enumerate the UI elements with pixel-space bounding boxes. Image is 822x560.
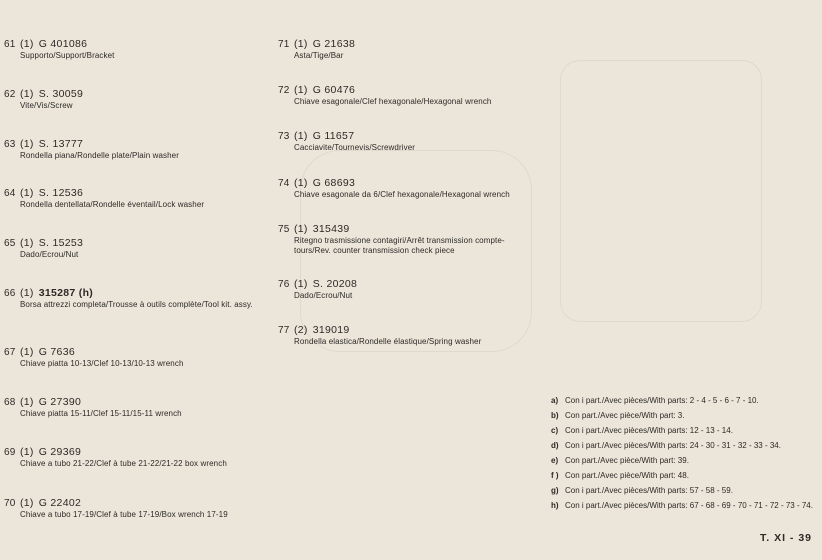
part-number: 315439 <box>312 223 350 235</box>
part-code <box>20 187 83 199</box>
bleed-through-marks <box>560 60 762 322</box>
part-description: Dado/Ecrou/Nut <box>294 291 353 300</box>
quantity: (1) <box>20 237 34 249</box>
part-number: S. 15253 <box>38 237 84 249</box>
part-number: G 27390 <box>38 396 82 408</box>
part-number: G 21638 <box>312 38 356 50</box>
footnote-text: Con i part./Avec pièces/With parts: 24 - 30 - 31 - 32 - 33 - 34. <box>565 441 781 450</box>
part-description: Rondella dentellata/Rondelle éventail/Lock washer <box>20 200 205 209</box>
part-description: Ritegno trasmissione contagiri/Arrêt transmission compte-tours/Rev. counter transmission check piece <box>294 236 505 255</box>
quantity: (1) <box>294 223 308 235</box>
quantity: (2) <box>294 324 308 336</box>
part-description: Cacciavite/Tournevis/Screwdriver <box>294 143 416 152</box>
footnote-text: Con part./Avec pièce/With part: 48. <box>565 471 689 480</box>
part-code <box>294 278 357 290</box>
item-number: 62 <box>4 89 16 100</box>
quantity: (1) <box>20 497 34 509</box>
footnote-letter: c) <box>551 426 559 435</box>
footnote <box>551 501 813 511</box>
part-description: Vite/Vis/Screw <box>20 101 73 110</box>
part-description: Chiave piatta 10-13/Clef 10-13/10-13 wrench <box>20 359 184 368</box>
quantity: (1) <box>20 187 34 199</box>
part-description: Chiave esagonale da 6/Clef hexagonale/Hexagonal wrench <box>294 190 510 199</box>
item-number: 72 <box>278 85 290 96</box>
footnote-letter: a) <box>551 396 559 405</box>
footnote-text: Con i part./Avec pièces/With parts: 57 - 58 - 59. <box>565 486 733 495</box>
footnote-text: Con i part./Avec pièces/With parts: 12 - 13 - 14. <box>565 426 733 435</box>
part-description: Chiave esagonale/Clef hexagonale/Hexagonal wrench <box>294 97 492 106</box>
quantity: (1) <box>20 88 34 100</box>
part-number: G 29369 <box>38 446 82 458</box>
part-description: Chiave a tubo 17-19/Clef à tube 17-19/Box wrench 17-19 <box>20 510 228 519</box>
part-description: Rondella piana/Rondelle plate/Plain washer <box>20 151 179 160</box>
footnotes <box>551 396 813 516</box>
footnote-text: Con part./Avec pièce/With part: 3. <box>565 411 685 420</box>
part-number: S. 12536 <box>38 187 84 199</box>
part-description: Dado/Ecrou/Nut <box>20 250 79 259</box>
item-number: 64 <box>4 188 16 199</box>
item-number: 71 <box>278 39 290 50</box>
part-code <box>294 38 355 50</box>
quantity: (1) <box>20 396 34 408</box>
part-description: Chiave a tubo 21-22/Clef à tube 21-22/21-22 box wrench <box>20 459 227 468</box>
footnote-letter: d) <box>551 441 559 450</box>
footnote-letter: f ) <box>551 471 559 480</box>
item-number: 73 <box>278 131 290 142</box>
quantity: (1) <box>20 38 34 50</box>
quantity: (1) <box>20 346 34 358</box>
item-number: 74 <box>278 178 290 189</box>
footnote-letter: e) <box>551 456 559 465</box>
item-number: 61 <box>4 39 16 50</box>
part-number: S. 20208 <box>312 278 358 290</box>
part-code <box>20 497 81 509</box>
item-number: 69 <box>4 447 16 458</box>
footnote-text: Con i part./Avec pièces/With parts: 2 - 4 - 5 - 6 - 7 - 10. <box>565 396 759 405</box>
footnote <box>551 411 813 421</box>
item-number: 77 <box>278 325 290 336</box>
quantity: (1) <box>20 287 34 299</box>
part-code <box>20 346 75 358</box>
item-number: 76 <box>278 279 290 290</box>
part-number: S. 13777 <box>38 138 84 150</box>
item-number: 68 <box>4 397 16 408</box>
item-number: 75 <box>278 224 290 235</box>
quantity: (1) <box>20 138 34 150</box>
part-code <box>294 223 350 235</box>
part-description: Borsa attrezzi completa/Trousse à outils complète/Tool kit. assy. <box>20 300 253 309</box>
footnote <box>551 471 813 481</box>
quantity: (1) <box>294 278 308 290</box>
footnote <box>551 456 813 466</box>
part-code <box>20 287 93 299</box>
page-reference: T. XI - 39 <box>760 532 813 544</box>
part-number: G 7636 <box>38 346 75 358</box>
footnote-text: Con part./Avec pièce/With part: 39. <box>565 456 689 465</box>
footnote <box>551 486 813 496</box>
part-code <box>20 396 81 408</box>
part-code <box>20 138 83 150</box>
part-code <box>20 38 87 50</box>
part-code <box>294 324 350 336</box>
part-number: G 401086 <box>38 38 88 50</box>
part-code <box>294 177 355 189</box>
part-description: Supporto/Support/Bracket <box>20 51 115 60</box>
part-number: 315287 (h) <box>38 287 94 299</box>
item-number: 70 <box>4 498 16 509</box>
item-number: 67 <box>4 347 16 358</box>
item-number: 66 <box>4 288 16 299</box>
footnote-text: Con i part./Avec pièces/With parts: 67 - 68 - 69 - 70 - 71 - 72 - 73 - 74. <box>565 501 813 510</box>
part-code <box>20 237 83 249</box>
part-number: G 22402 <box>38 497 82 509</box>
footnote <box>551 396 813 406</box>
part-number: G 11657 <box>312 130 355 142</box>
part-number: 319019 <box>312 324 350 336</box>
part-code <box>20 446 81 458</box>
part-code <box>20 88 83 100</box>
part-number: S. 30059 <box>38 88 84 100</box>
part-code <box>294 84 355 96</box>
quantity: (1) <box>294 177 308 189</box>
quantity: (1) <box>294 38 308 50</box>
footnote <box>551 441 813 451</box>
footnote-letter: g) <box>551 486 559 495</box>
part-code <box>294 130 354 142</box>
part-number: G 68693 <box>312 177 356 189</box>
part-description: Asta/Tige/Bar <box>294 51 344 60</box>
quantity: (1) <box>20 446 34 458</box>
quantity: (1) <box>294 130 308 142</box>
footnote-letter: h) <box>551 501 559 510</box>
part-description: Rondella elastica/Rondelle élastique/Spring washer <box>294 337 482 346</box>
part-description: Chiave piatta 15-11/Clef 15-11/15-11 wrench <box>20 409 182 418</box>
footnote <box>551 426 813 436</box>
quantity: (1) <box>294 84 308 96</box>
footnote-letter: b) <box>551 411 559 420</box>
part-number: G 60476 <box>312 84 356 96</box>
item-number: 65 <box>4 238 16 249</box>
item-number: 63 <box>4 139 16 150</box>
